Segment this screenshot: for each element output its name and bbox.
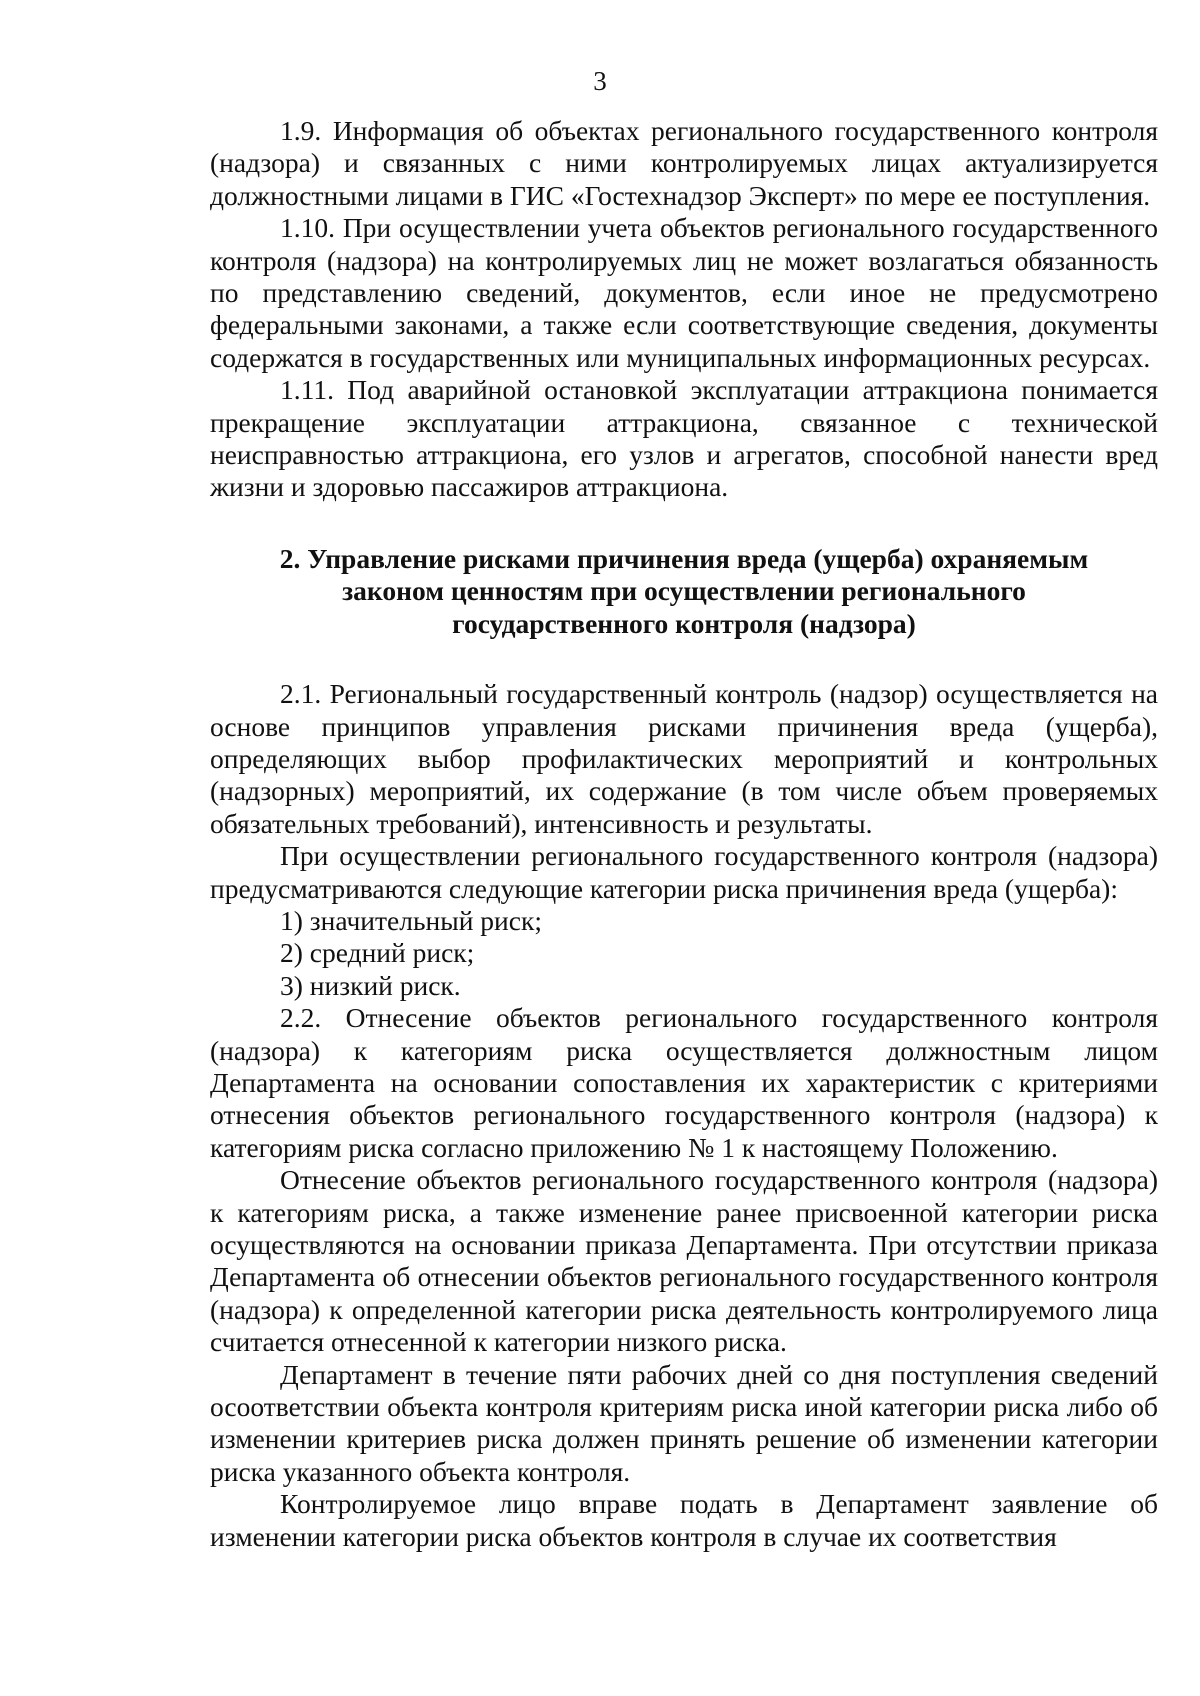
paragraph-risk-categories-intro: При осуществлении регионального государственного контроля (надзора) предусматриваются следующие категории риска причинения вреда (ущерба): — [210, 840, 1158, 904]
paragraph-2-2: 2.2. Отнесение объектов регионального государственного контроля (надзора) к категориям риска осуществляется должностным лицом Департамента на основании сопоставления их характеристик с критериями отнесения объектов регионального государственного контроля (надзора) к категориям риска согласно приложению № 1 к настоящему Положению. — [210, 1002, 1158, 1163]
paragraph-controlled-person: Контролируемое лицо вправе подать в Департамент заявление об изменении категории риска объектов контроля в случае их соответствия — [210, 1488, 1158, 1552]
paragraph-2-1: 2.1. Региональный государственный контроль (надзор) осуществляется на основе принципов управления рисками причинения вреда (ущерба), определяющих выбор профилактических мероприятий и контрольных (надзорных) мероприятий, их содержание (в том числе объем проверяемых обязательных требований), интенсивность и результаты. — [210, 678, 1158, 839]
paragraph-risk-assignment: Отнесение объектов регионального государственного контроля (надзора) к категориям риска, а также изменение ранее присвоенной категории риска осуществляются на основании приказа Департамента. При отсутствии приказа Департамента об отнесении объектов регионального государственного контроля (надзора) к определенной категории риска деятельность контролируемого лица считается отнесенной к категории низкого риска. — [210, 1164, 1158, 1358]
paragraph-1-9: 1.9. Информация об объектах регионального государственного контроля (надзора) и связанных с ними контролируемых лицах актуализируется должностными лицами в ГИС «Гостехнадзор Эксперт» по мере ее поступления. — [210, 115, 1158, 211]
paragraph-1-10: 1.10. При осуществлении учета объектов регионального государственного контроля (надзора) на контролируемых лиц не может возлагаться обязанность по представлению сведений, документов, если иное не предусмотрено федеральными законами, а также если соответствующие сведения, документы содержатся в государственных или муниципальных информационных ресурсах. — [210, 212, 1158, 373]
risk-category-item: 2) средний риск; — [280, 937, 475, 969]
section-2-title: 2. Управление рисками причинения вреда (ущерба) охраняемым законом ценностям при осуществлении регионального государственного контроля (надзора) — [279, 542, 1089, 639]
document-body — [210, 115, 1158, 1553]
page-number: 3 — [593, 66, 607, 96]
risk-category-item: 3) низкий риск. — [280, 969, 461, 1001]
paragraph-1-11: 1.11. Под аварийной остановкой эксплуатации аттракциона понимается прекращение эксплуатации аттракциона, связанное с технической неисправностью аттракциона, его узлов и агрегатов, способной нанести вред жизни и здоровью пассажиров аттракциона. — [210, 374, 1158, 503]
paragraph-department-decision: Департамент в течение пяти рабочих дней со дня поступления сведений осоответствии объекта контроля критериям риска иной категории риска либо об изменении критериев риска должен принять решение об изменении категории риска указанного объекта контроля. — [210, 1358, 1158, 1487]
risk-category-item: 1) значительный риск; — [280, 904, 542, 936]
